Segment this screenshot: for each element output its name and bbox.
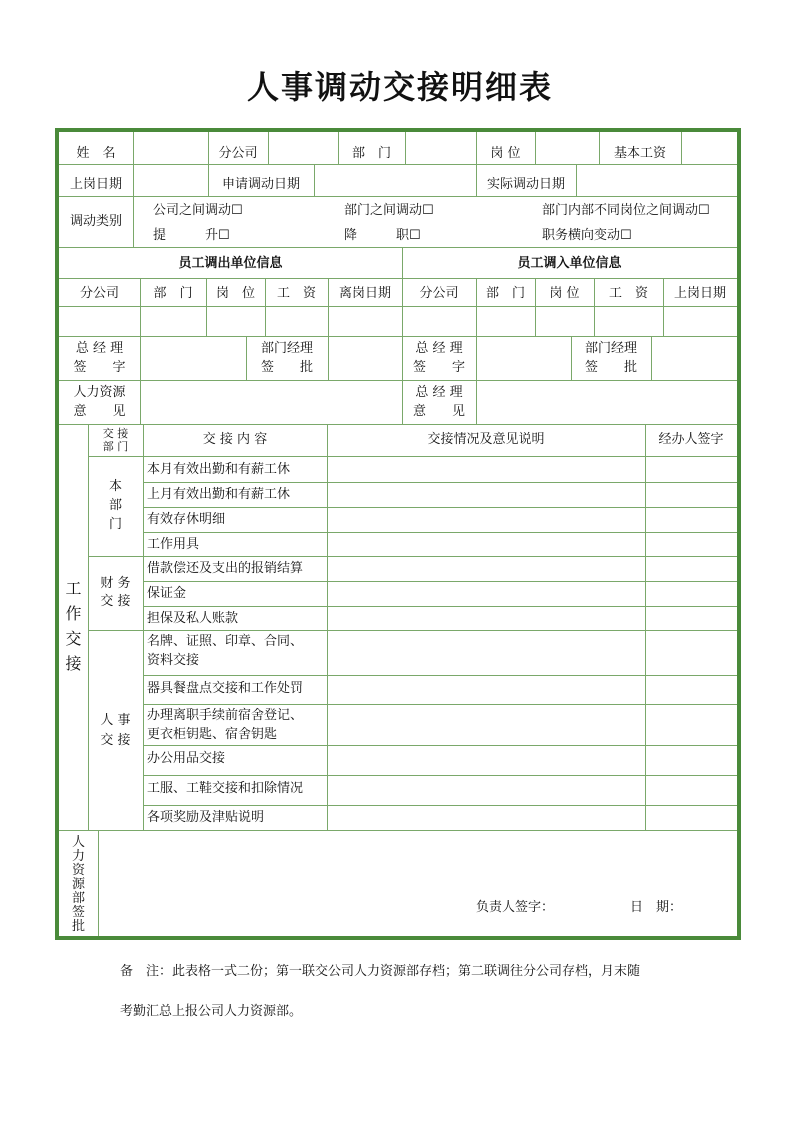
item-rewards: 各项奖励及津贴说明: [147, 810, 265, 825]
item-badges-line1: 名牌、证照、印章、合同、: [147, 634, 304, 649]
group-hr-1: 人 事: [100, 713, 131, 728]
in-col-post: 岗 位: [549, 286, 580, 301]
out-col-salary: 工 资: [276, 286, 316, 301]
work-handover-label-1: 工: [65, 579, 82, 598]
dept-field[interactable]: [406, 133, 475, 163]
apply-date-field[interactable]: [315, 165, 475, 195]
row-divider: [59, 380, 737, 381]
item-dorm-line2: 更衣柜钥匙、宿舍钥匙: [147, 727, 278, 742]
group-own-dept-3: 门: [108, 517, 122, 532]
item-dorm-line1: 办理离职手续前宿舍登记、: [147, 708, 304, 723]
actual-date-label: 实际调动日期: [486, 177, 565, 192]
row-divider: [143, 775, 737, 776]
dm-sign-label-1: 部门经理: [260, 341, 313, 356]
col-divider: [143, 424, 144, 830]
gm-sign-label-3: 总 经 理: [415, 341, 463, 356]
gm-opinion-label-1: 总 经 理: [415, 385, 463, 400]
note-line-1: 备 注：此表格一式二份；第一联交公司人力资源部存档；第二联调往分公司存档，月末随: [120, 964, 641, 979]
item-uniform: 工服、工鞋交接和扣除情况: [147, 781, 304, 796]
apply-date-label: 申请调动日期: [221, 177, 300, 192]
item-loan-settlement: 借款偿还及支出的报销结算: [147, 561, 304, 576]
hr-approval-label-2: 力: [71, 849, 85, 864]
gm-sign-label-4: 签 字: [412, 360, 465, 375]
row-divider: [59, 306, 737, 307]
handover-signer-header: 经办人签字: [658, 432, 724, 447]
row-divider: [59, 278, 737, 279]
dept-label: 部 门: [351, 146, 391, 161]
handover-content-header: 交 接 内 容: [202, 432, 268, 447]
row-divider: [59, 830, 737, 831]
transfer-type-label: 调动类别: [69, 214, 122, 229]
handover-remarks-header: 交接情况及意见说明: [427, 432, 545, 447]
out-section-title: 员工调出单位信息: [178, 256, 283, 271]
hr-opinion-label-2: 意 见: [73, 404, 126, 419]
gm-opinion-label-2: 意 见: [412, 404, 465, 419]
row-divider: [143, 805, 737, 806]
col-divider: [645, 424, 646, 830]
base-salary-label: 基本工资: [613, 146, 666, 161]
hr-signer-label: 负责人签字：: [476, 900, 555, 915]
group-finance-1: 财 务: [100, 576, 131, 591]
out-col-leave-date: 离岗日期: [338, 286, 391, 301]
in-section-title: 员工调入单位信息: [517, 256, 622, 271]
row-divider: [59, 196, 737, 197]
actual-date-field[interactable]: [577, 165, 736, 195]
option-promotion[interactable]: 提 升☐: [153, 228, 230, 243]
option-demotion[interactable]: 降 职☐: [344, 228, 421, 243]
group-hr-2: 交 接: [100, 733, 131, 748]
row-divider: [143, 606, 737, 607]
col-divider: [133, 196, 134, 247]
branch-label: 分公司: [218, 146, 258, 161]
name-label: 姓 名: [76, 146, 116, 161]
item-deposit: 保证金: [147, 586, 187, 601]
gm-sign-label-1: 总 经 理: [75, 341, 124, 356]
row-divider: [59, 336, 737, 337]
in-col-branch: 分公司: [419, 286, 459, 301]
col-divider: [98, 830, 99, 936]
handover-dept-header-2: 部 门: [102, 440, 129, 453]
col-divider: [327, 424, 328, 830]
out-col-dept: 部 门: [153, 286, 193, 301]
col-divider: [651, 336, 652, 380]
base-salary-field[interactable]: [682, 133, 736, 163]
note-line-2: 考勤汇总上报公司人力资源部。: [120, 1004, 303, 1019]
hr-approval-label-5: 部: [71, 891, 85, 906]
group-own-dept-2: 部: [108, 498, 122, 513]
hr-date-label: 日 期：: [630, 900, 683, 915]
start-date-label: 上岗日期: [69, 177, 122, 192]
in-col-salary: 工 资: [608, 286, 648, 301]
dm-sign-label-4: 签 批: [584, 360, 637, 375]
dm-sign-label-3: 部门经理: [584, 341, 637, 356]
hr-approval-label-1: 人: [71, 835, 85, 850]
item-guarantee: 担保及私人账款: [147, 611, 239, 626]
option-inter-dept[interactable]: 部门之间调动☐: [344, 203, 434, 218]
work-handover-label-2: 作: [65, 604, 82, 623]
row-divider: [143, 532, 737, 533]
dm-sign-label-2: 签 批: [260, 360, 313, 375]
start-date-field[interactable]: [134, 165, 207, 195]
option-lateral[interactable]: 职务横向变动☐: [542, 228, 632, 243]
item-work-tools: 工作用具: [147, 537, 200, 552]
out-col-post: 岗 位: [215, 286, 255, 301]
name-field[interactable]: [134, 133, 207, 163]
out-col-branch: 分公司: [79, 286, 119, 301]
row-divider: [143, 482, 737, 483]
row-divider: [143, 675, 737, 676]
group-own-dept-1: 本: [108, 479, 122, 494]
hr-opinion-label-1: 人力资源: [73, 385, 126, 400]
hr-approval-label-3: 资: [71, 863, 85, 878]
row-divider: [143, 507, 737, 508]
row-divider: [59, 424, 737, 425]
row-divider: [88, 630, 737, 631]
gm-sign-label-2: 签 字: [73, 360, 126, 375]
row-divider: [88, 456, 737, 457]
in-col-start-date: 上岗日期: [673, 286, 726, 301]
group-finance-2: 交 接: [100, 594, 131, 609]
col-divider: [476, 336, 477, 424]
hr-approval-label-4: 源: [71, 877, 85, 892]
item-office-supplies: 办公用品交接: [147, 751, 226, 766]
row-divider: [88, 556, 737, 557]
item-last-month-attendance: 上月有效出勤和有薪工休: [147, 487, 291, 502]
item-utensils: 器具餐盘点交接和工作处罚: [147, 681, 304, 696]
page-title: 人事调动交接明细表: [246, 68, 553, 106]
row-divider: [59, 247, 737, 248]
option-inter-company[interactable]: 公司之间调动☐: [153, 203, 243, 218]
hr-approval-label-6: 签: [71, 905, 85, 920]
row-divider: [143, 745, 737, 746]
work-handover-label-3: 交: [65, 629, 82, 648]
col-divider: [140, 336, 141, 424]
option-intra-dept[interactable]: 部门内部不同岗位之间调动☐: [542, 203, 710, 218]
post-label: 岗 位: [490, 146, 521, 161]
handover-dept-header-1: 交 接: [102, 427, 129, 440]
hr-approval-label-7: 批: [71, 919, 85, 934]
item-badges-line2: 资料交接: [147, 653, 200, 668]
post-field[interactable]: [536, 133, 598, 163]
row-divider: [143, 581, 737, 582]
in-col-dept: 部 门: [485, 286, 525, 301]
col-divider: [328, 336, 329, 380]
work-handover-label-4: 接: [65, 654, 82, 673]
item-leave-details: 有效存休明细: [147, 512, 226, 527]
row-divider: [143, 704, 737, 705]
branch-field[interactable]: [269, 133, 337, 163]
item-this-month-attendance: 本月有效出勤和有薪工休: [147, 462, 291, 477]
